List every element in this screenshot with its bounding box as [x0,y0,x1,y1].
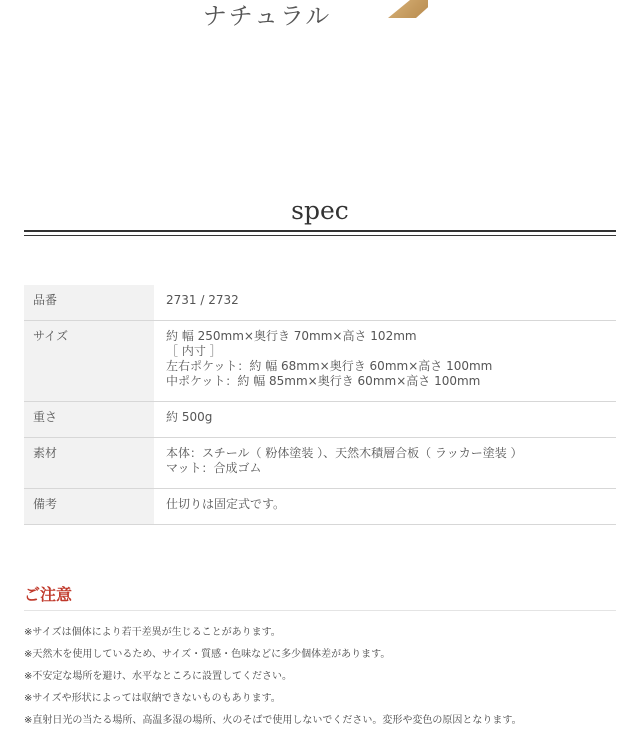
caution-list [24,622,522,732]
caution-item: ※サイズは個体により若干差異が生じることがあります。 [24,627,281,638]
spec-value-line: 約 幅 250mm×奥行き 70mm×高さ 102mm [166,329,417,343]
caution-item: ※サイズや形状によっては収納できないものもあります。 [24,693,281,704]
caution-item: ※天然木を使用しているため、サイズ・質感・色味などに多少個体差があります。 [24,649,391,660]
spec-label-weight: 重さ [24,402,154,438]
spec-value-line: 仕切りは固定式です。 [166,497,286,511]
spec-value-line: 約 500g [166,410,213,424]
spec-value-material [154,438,616,489]
spec-value-weight [154,402,616,438]
spec-row-material [24,438,616,489]
spec-rule-thick [24,230,616,232]
spec-label-material: 素材 [24,438,154,489]
spec-heading: spec [291,196,349,225]
spec-label-remarks: 備考 [24,489,154,525]
caution-title: ご注意 [24,585,73,604]
product-color-label: ナチュラル [202,2,332,30]
spec-value-part-number [154,285,616,321]
spec-value-line: ［ 内寸 ］ [166,344,222,358]
spec-value-remarks [154,489,616,525]
caution-divider [24,610,616,611]
spec-rule-thin [24,235,616,236]
spec-label-size: サイズ [24,321,154,402]
spec-label-part-number: 品番 [24,285,154,321]
spec-value-line: マット：合成ゴム [166,461,262,475]
spec-table [24,285,616,525]
spec-row-part-number [24,285,616,321]
spec-value-line: 中ポケット：約 幅 85mm×奥行き 60mm×高さ 100mm [166,374,481,388]
spec-value-size [154,321,616,402]
spec-row-weight [24,402,616,438]
caution-item: ※不安定な場所を避け、水平なところに設置してください。 [24,671,292,682]
spec-row-size [24,321,616,402]
spec-value-line: 本体：スチール（ 粉体塗装 ）、天然木積層合板（ ラッカー塗装 ） [166,446,523,460]
caution-item: ※直射日光の当たる場所、高温多湿の場所、火のそばで使用しないでください。変形や変色の原因となります。 [24,715,522,726]
spec-value-line: 左右ポケット：約 幅 68mm×奥行き 60mm×高さ 100mm [166,359,493,373]
spec-value-line: 2731 / 2732 [166,293,239,307]
spec-row-remarks [24,489,616,525]
